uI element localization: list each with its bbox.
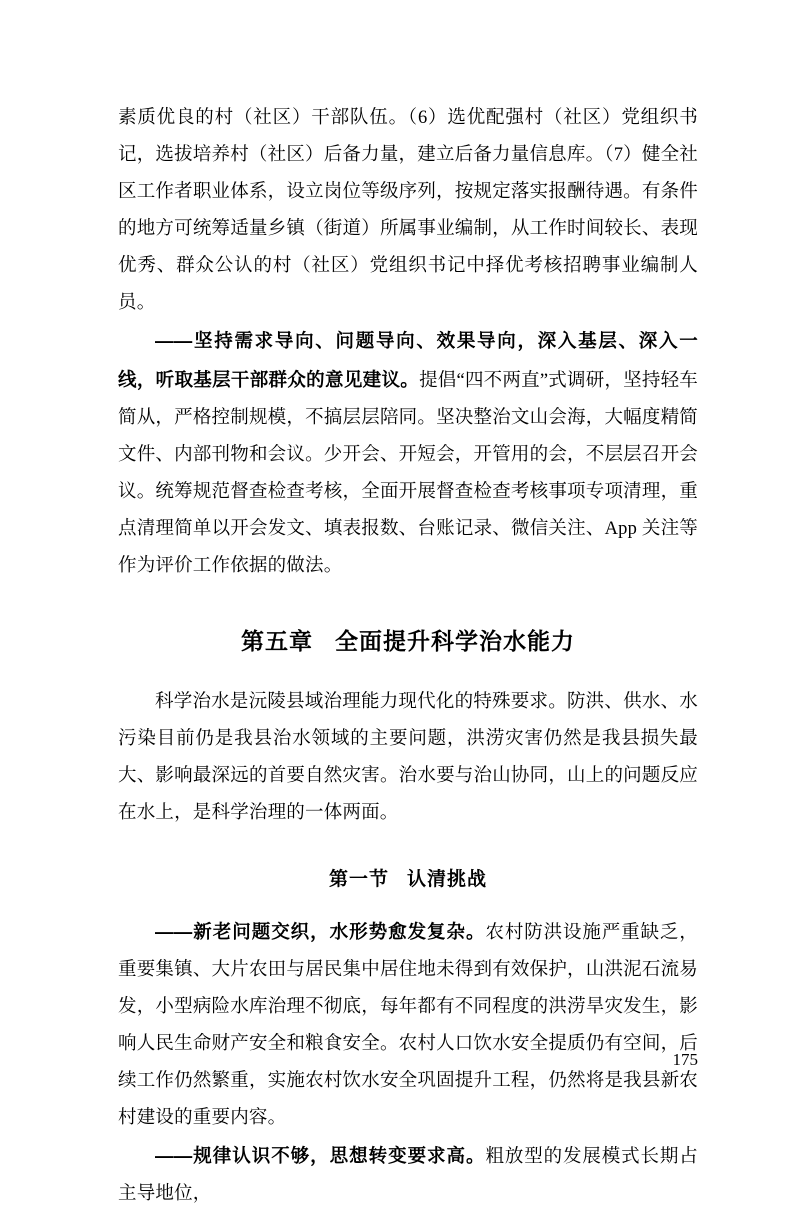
paragraph-insufficient-understanding	[118, 1137, 698, 1213]
chapter-number: 第五章	[241, 628, 313, 654]
paragraph-lead-text: ——规律认识不够，思想转变要求高。	[155, 1145, 486, 1166]
section-heading	[118, 864, 698, 891]
section-number: 第一节	[328, 869, 389, 890]
section-name: 认清挑战	[407, 869, 488, 890]
page-number: 175	[672, 1050, 698, 1069]
paragraph-lead-text: ——新老问题交织，水形势愈发复杂。	[155, 921, 486, 942]
paragraph-demand-orientation	[118, 322, 698, 585]
chapter-heading	[118, 623, 698, 656]
paragraph-scientific-water: 科学治水是沅陵县域治理能力现代化的特殊要求。防洪、供水、水污染目前仍是我县治水领域的主要问题，洪涝灾害仍然是我县损失最大、影响最深远的首要自然灾害。治水要与治山协同，山上的问题反应在水上，是科学治理的一体两面。	[118, 692, 698, 823]
paragraph-body-text: 粗放型的发展模式长期占主导地位，	[118, 1147, 699, 1204]
paragraph-continuation: 素质优良的村（社区）干部队伍。（6）选优配强村（社区）党组织书记，选拔培养村（社区）后备力量，建立后备力量信息库。（7）健全社区工作者职业体系，设立岗位等级序列，按规定落实报酬待遇。有条件的地方可统筹适量乡镇（街道）所属事业编制，从工作时间较长、表现优秀、群众公认的村（社区）党组织书记中择优考核招聘事业编制人员。	[118, 108, 698, 313]
paragraph-lead-text: ——坚持需求导向、问题导向、效果导向，深入基层、深入一线，听取基层干部群众的意见建议。	[118, 330, 698, 390]
chapter-name: 全面提升科学治水能力	[335, 628, 575, 654]
paragraph-body-text: 农村防洪设施严重缺乏，重要集镇、大片农田与居民集中居住地未得到有效保护，山洪泥石流易发，小型病险水库治理不彻底，每年都有不同程度的洪涝旱灾发生，影响人民生命财产安全和粮食安全。农村人口饮水安全提质仍有空间，后续工作仍然繁重，实施农村饮水安全巩固提升工程，仍然将是我县新农村建设的重要内容。	[118, 923, 699, 1128]
paragraph-new-old-problems	[118, 913, 698, 1137]
paragraph-body-text: 提倡“四不两直”式调研，坚持轻车简从，严格控制规模，不搞层层陪同。坚决整治文山会海，大幅度精简文件、内部刊物和会议。少开会、开短会，开管用的会，不层层召开会议。统筹规范督查检查考核，全面开展督查检查考核事项专项清理，重点清理简单以开会发文、填表报数、台账记录、微信关注、App 关注等作为评价工作依据的做法。	[118, 371, 698, 576]
